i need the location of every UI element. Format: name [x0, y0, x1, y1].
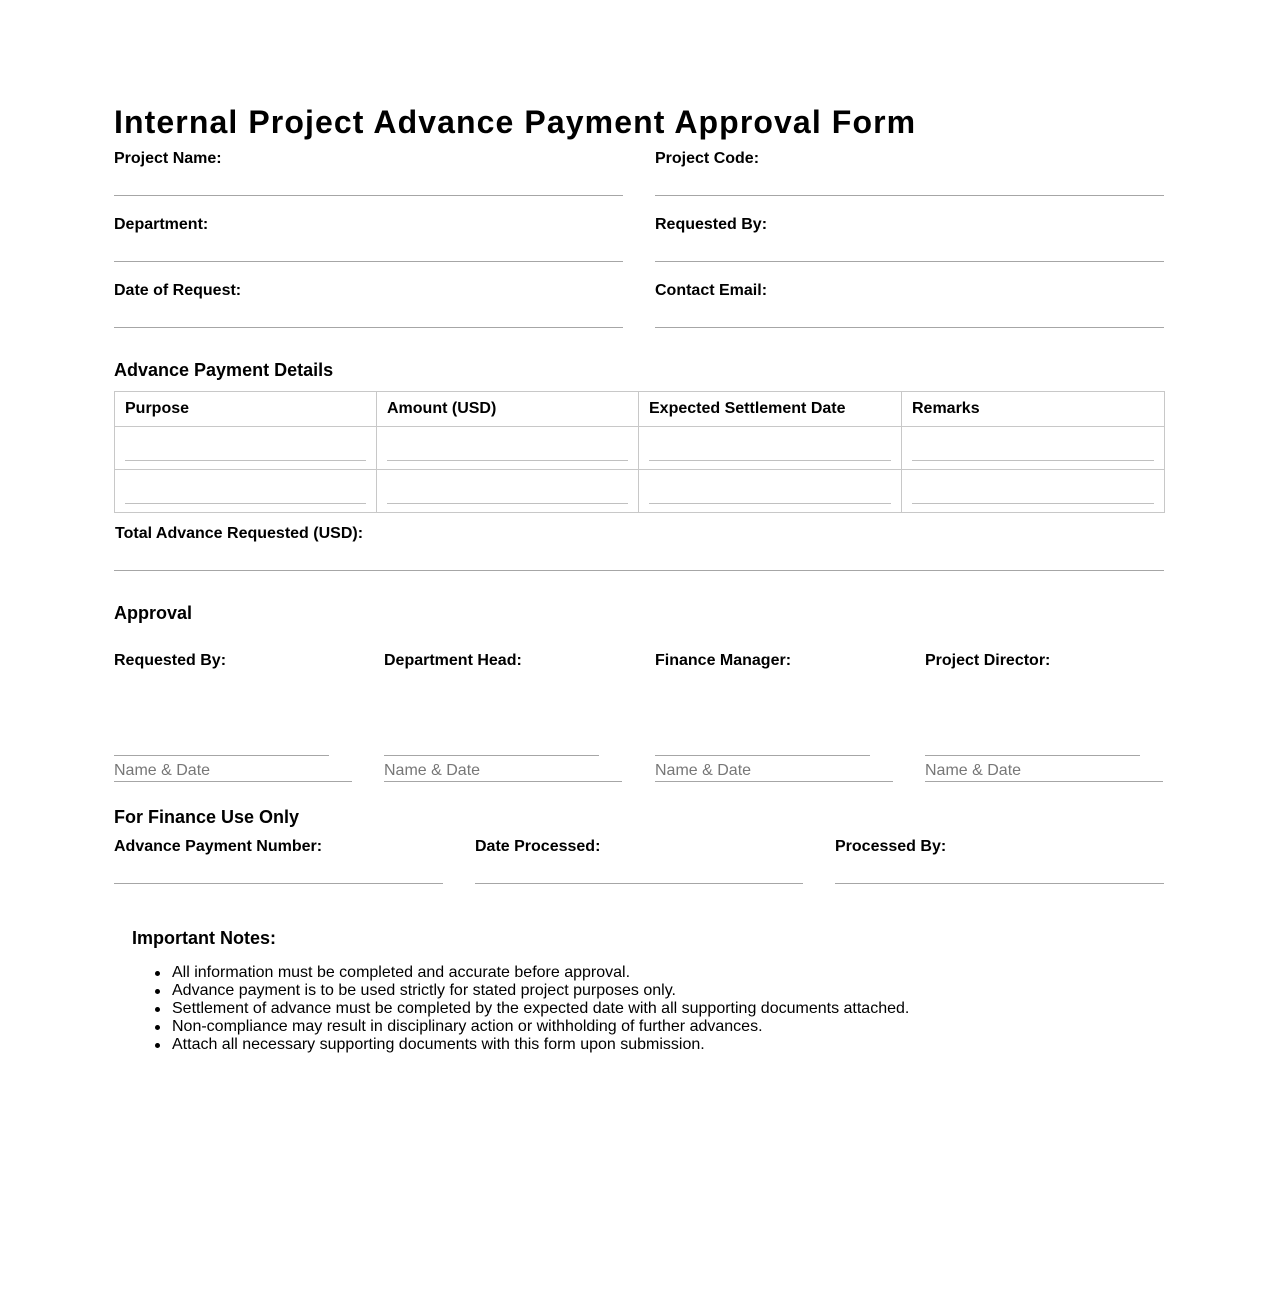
name-date-caption: Name & Date: [925, 762, 1022, 779]
bullet-icon: [155, 1025, 160, 1030]
name-date-line[interactable]: [384, 781, 622, 782]
name-date-line[interactable]: [114, 781, 352, 782]
settlement-date-cell[interactable]: [639, 427, 902, 470]
name-date-caption: Name & Date: [655, 762, 752, 779]
column-header-settlement-date: Expected Settlement Date: [639, 392, 902, 427]
signature-role-label: Requested By:: [114, 652, 227, 669]
signature-project-director[interactable]: [925, 652, 1163, 784]
signature-line[interactable]: [384, 755, 599, 756]
date-of-request-field[interactable]: [114, 282, 623, 328]
name-date-caption: Name & Date: [384, 762, 481, 779]
requested-by-line[interactable]: [655, 261, 1164, 262]
requested-by-field[interactable]: [655, 216, 1164, 262]
project-code-line[interactable]: [655, 195, 1164, 196]
date-processed-label: Date Processed:: [475, 838, 601, 855]
signature-line[interactable]: [925, 755, 1140, 756]
signature-requested-by[interactable]: [114, 652, 352, 784]
list-item: Non-compliance may result in disciplinary action or withholding of further advances.: [172, 1018, 909, 1036]
processed-by-field[interactable]: [835, 838, 1164, 884]
remarks-cell[interactable]: [902, 470, 1165, 513]
name-date-line[interactable]: [925, 781, 1163, 782]
date-of-request-line[interactable]: [114, 327, 623, 328]
notes-list: [172, 964, 909, 1054]
signature-line[interactable]: [655, 755, 870, 756]
signature-line[interactable]: [114, 755, 329, 756]
column-header-remarks: Remarks: [902, 392, 1165, 427]
department-label: Department:: [114, 216, 209, 233]
contact-email-label: Contact Email:: [655, 282, 768, 299]
processed-by-line[interactable]: [835, 883, 1164, 884]
purpose-cell[interactable]: [115, 470, 377, 513]
form-title: Internal Project Advance Payment Approval Form: [114, 104, 917, 140]
approval-heading: Approval: [114, 603, 193, 623]
column-header-amount: Amount (USD): [377, 392, 639, 427]
purpose-cell[interactable]: [115, 427, 377, 470]
amount-cell[interactable]: [377, 470, 639, 513]
notes-heading: Important Notes:: [132, 928, 276, 948]
date-processed-field[interactable]: [475, 838, 803, 884]
advance-payment-number-line[interactable]: [114, 883, 443, 884]
bullet-icon: [155, 989, 160, 994]
total-advance-field[interactable]: [115, 525, 1164, 571]
list-item: Advance payment is to be used strictly for stated project purposes only.: [172, 982, 909, 1000]
date-of-request-label: Date of Request:: [114, 282, 242, 299]
signature-role-label: Project Director:: [925, 652, 1051, 669]
department-field[interactable]: [114, 216, 623, 262]
signature-role-label: Department Head:: [384, 652, 522, 669]
bullet-icon: [155, 1007, 160, 1012]
contact-email-line[interactable]: [655, 327, 1164, 328]
project-code-label: Project Code:: [655, 150, 760, 167]
total-advance-line[interactable]: [114, 570, 1164, 571]
signature-finance-manager[interactable]: [655, 652, 893, 784]
table-row: [115, 427, 1165, 470]
advance-payment-number-label: Advance Payment Number:: [114, 838, 323, 855]
column-header-purpose: Purpose: [115, 392, 377, 427]
date-processed-line[interactable]: [475, 883, 803, 884]
project-name-line[interactable]: [114, 195, 623, 196]
bullet-icon: [155, 1043, 160, 1048]
signature-department-head[interactable]: [384, 652, 622, 784]
project-code-field[interactable]: [655, 150, 1164, 196]
list-item: Settlement of advance must be completed by the expected date with all supporting documents attached.: [172, 1000, 909, 1018]
payment-details-table: [114, 391, 1165, 513]
department-line[interactable]: [114, 261, 623, 262]
total-advance-label: Total Advance Requested (USD):: [115, 525, 364, 542]
name-date-line[interactable]: [655, 781, 893, 782]
processed-by-label: Processed By:: [835, 838, 947, 855]
settlement-date-cell[interactable]: [639, 470, 902, 513]
amount-cell[interactable]: [377, 427, 639, 470]
contact-email-field[interactable]: [655, 282, 1164, 328]
name-date-caption: Name & Date: [114, 762, 211, 779]
list-item: All information must be completed and accurate before approval.: [172, 964, 909, 982]
table-header-row: [115, 392, 1165, 427]
bullet-icon: [155, 971, 160, 976]
table-row: [115, 470, 1165, 513]
project-name-field[interactable]: [114, 150, 623, 196]
finance-use-heading: For Finance Use Only: [114, 807, 300, 827]
payment-details-heading: Advance Payment Details: [114, 360, 334, 380]
signature-role-label: Finance Manager:: [655, 652, 792, 669]
list-item: Attach all necessary supporting documents with this form upon submission.: [172, 1036, 909, 1054]
requested-by-label: Requested By:: [655, 216, 768, 233]
advance-payment-number-field[interactable]: [114, 838, 443, 884]
remarks-cell[interactable]: [902, 427, 1165, 470]
project-name-label: Project Name:: [114, 150, 222, 167]
